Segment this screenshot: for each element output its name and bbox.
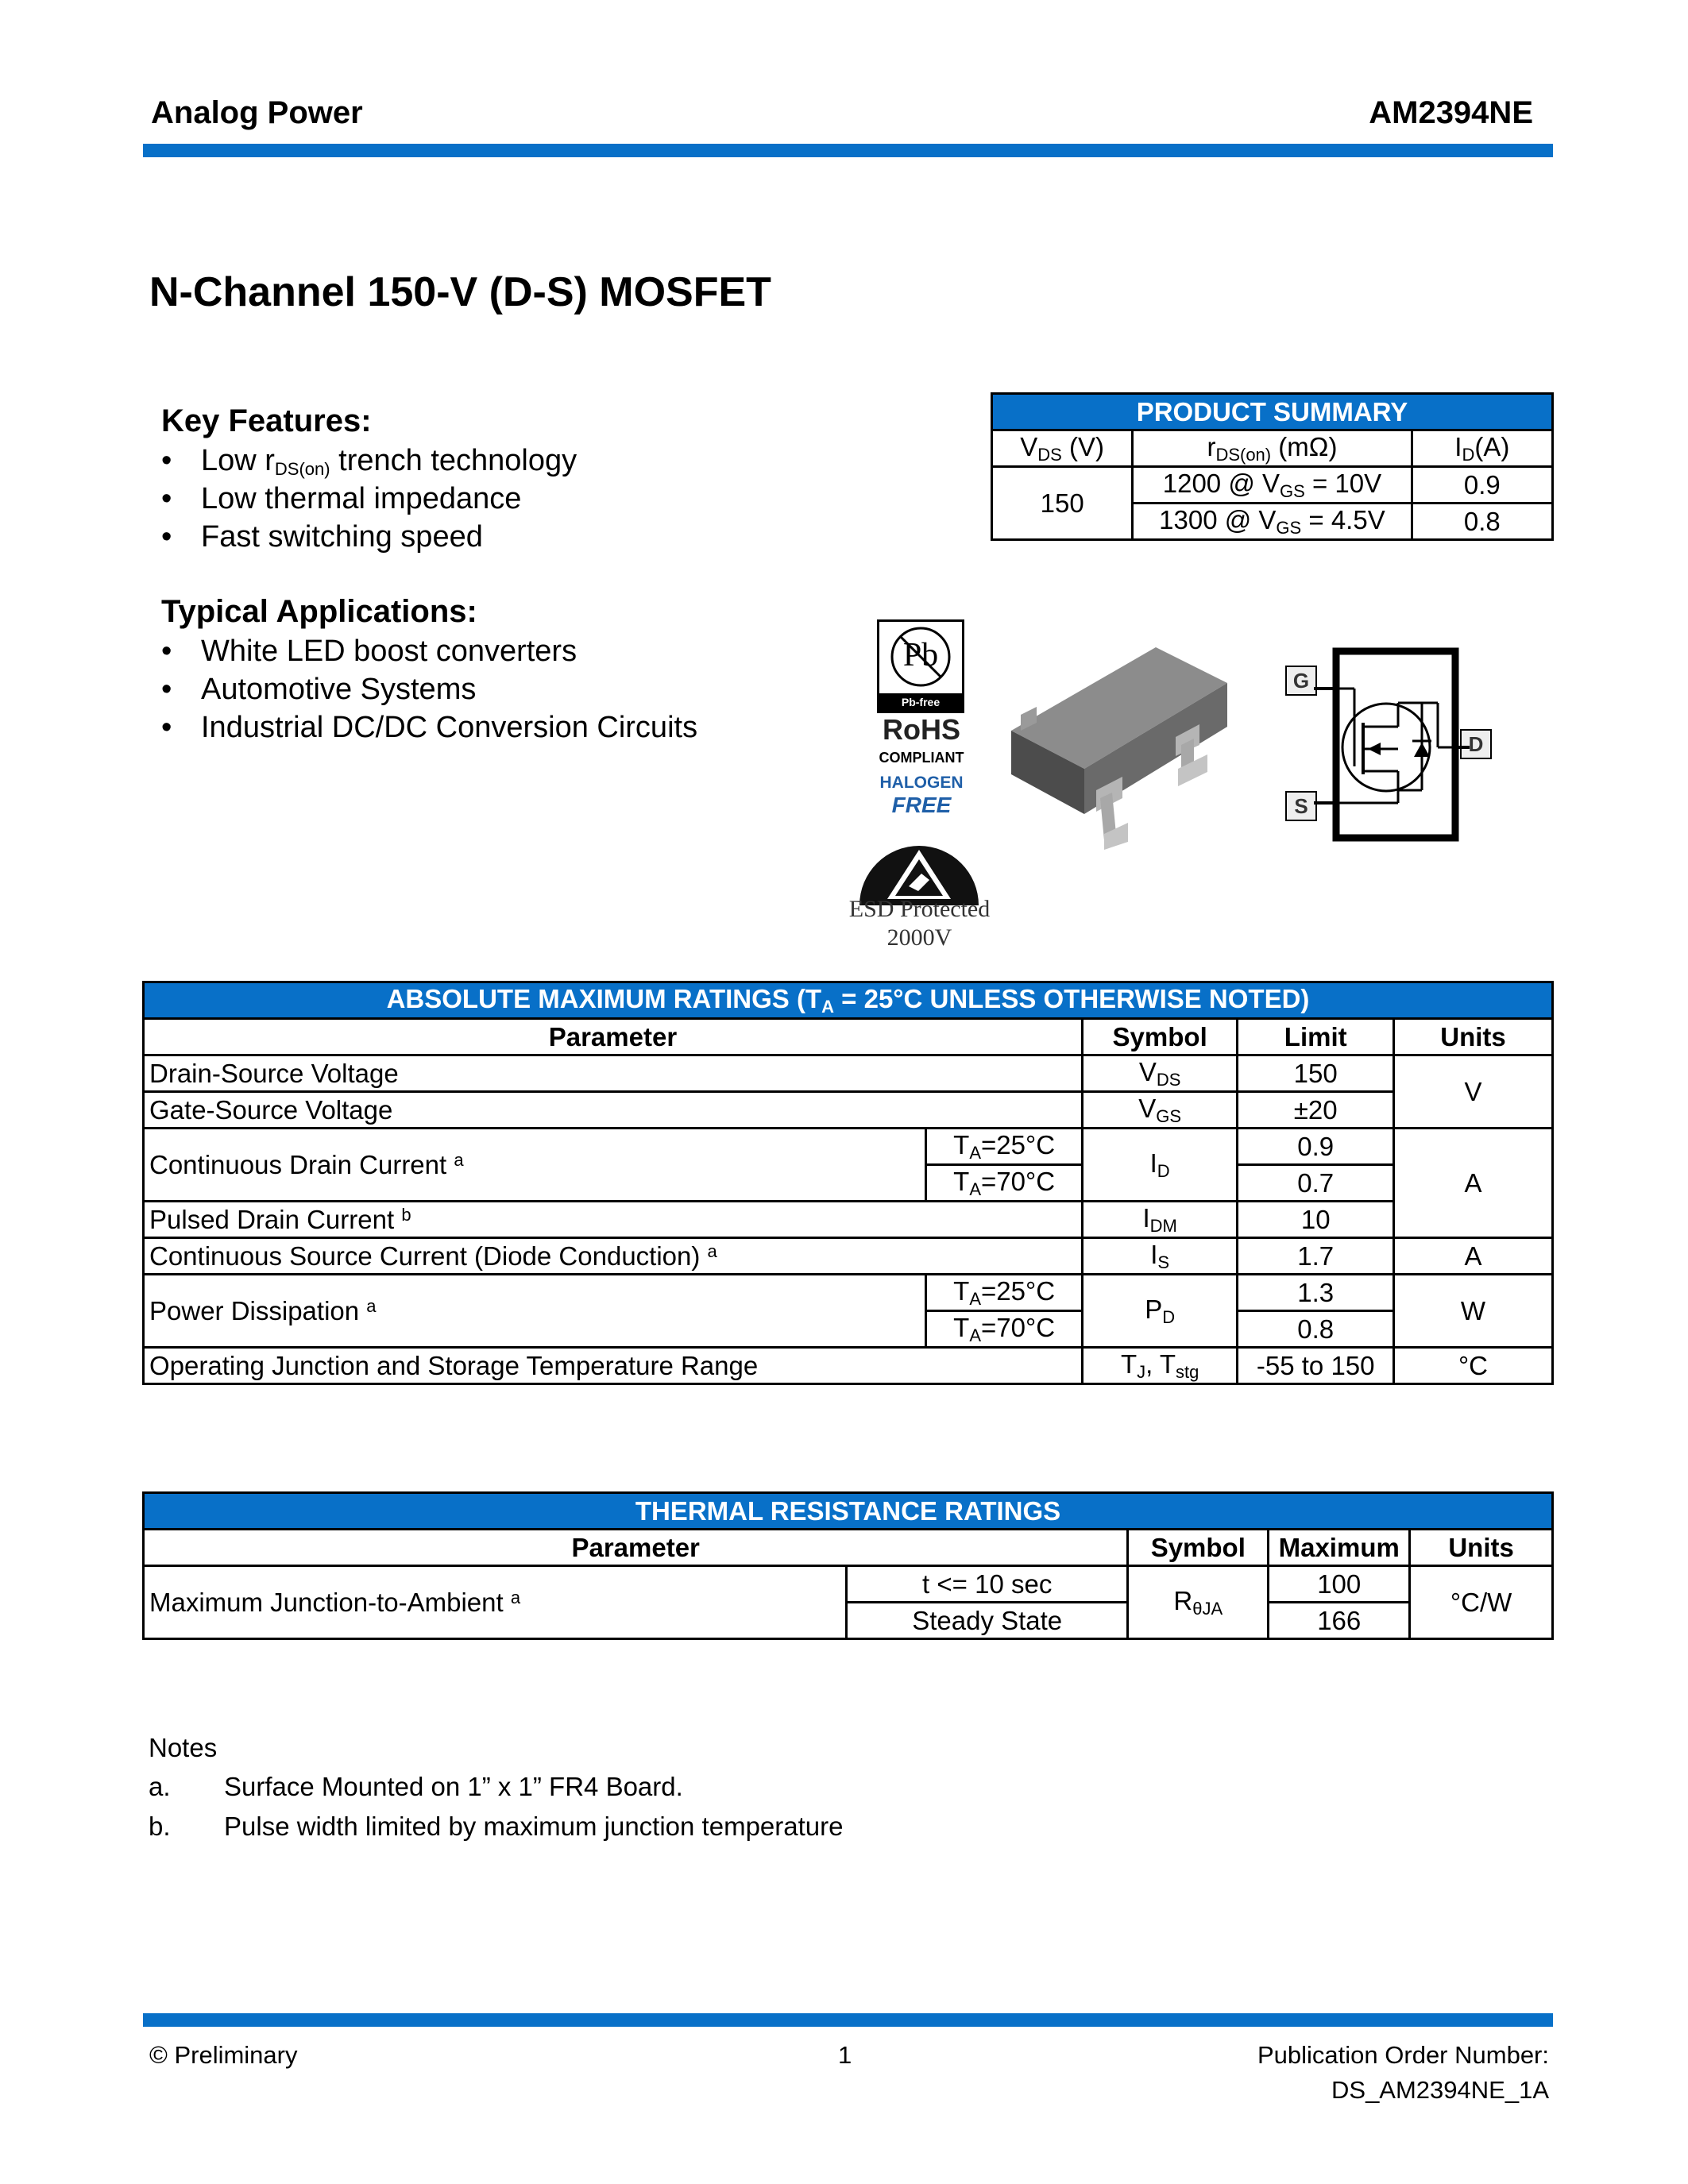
list-item: • White LED boost converters xyxy=(161,632,697,670)
notes-heading: Notes xyxy=(149,1733,218,1762)
header-rule xyxy=(143,144,1553,157)
pin-g-label: G xyxy=(1285,666,1317,696)
mosfet-schematic-icon xyxy=(1311,647,1470,842)
column-header-parameter: Parameter xyxy=(144,1019,1083,1055)
pin-d-label: D xyxy=(1460,729,1492,759)
pb-free-label: Pb-free xyxy=(879,693,962,711)
table-row: Continuous Source Current (Diode Conduction) $^a$ $I_S$ 1.7 A xyxy=(144,1238,1553,1275)
table-row: $T_A=70^\circ C$ 0.7 xyxy=(144,1165,1553,1202)
product-summary-table xyxy=(991,392,1554,541)
note-label: a. xyxy=(149,1772,171,1801)
column-header-units: Units xyxy=(1394,1019,1553,1055)
page-number: 1 xyxy=(838,2041,852,2069)
table-row: Operating Junction and Storage Temperature Range $T_J$, $T_{stg}$ -55 to 150 °C xyxy=(144,1348,1553,1384)
footer-preliminary: © Preliminary xyxy=(149,2041,298,2069)
table-row xyxy=(992,430,1553,467)
typical-applications-heading: Typical Applications: xyxy=(161,594,477,629)
typical-applications-list xyxy=(161,632,697,747)
column-header-limit: Limit xyxy=(1238,1019,1394,1055)
table-header-row xyxy=(144,1530,1553,1566)
table-row xyxy=(992,467,1553,504)
table-row: Power Dissipation $^a$ $T_A=25^\circ C$ $P_D$ 1.3 W xyxy=(144,1275,1553,1311)
column-header-vds: $V_{DS}$ (V) xyxy=(992,430,1133,467)
table-title: PRODUCT SUMMARY xyxy=(992,394,1553,430)
list-item: • Low $r_{DS(on)}$ trench technology xyxy=(161,442,577,480)
column-header-symbol: Symbol xyxy=(1128,1530,1269,1566)
list-item: • Fast switching speed xyxy=(161,518,577,556)
id-value: 0.8 xyxy=(1412,504,1552,540)
table-row: Pulsed Drain Current $^b$ $I_{DM}$ 10 xyxy=(144,1202,1553,1238)
list-item: • Low thermal impedance xyxy=(161,480,577,518)
table-row: Maximum Junction-to-Ambient $^a$ t <= 10 sec $R_{\theta JA}$ 100 °C/W xyxy=(144,1566,1553,1603)
halogen-label: HALOGEN xyxy=(879,774,964,792)
id-value: 0.9 xyxy=(1412,467,1552,504)
absolute-maximum-ratings-table xyxy=(142,981,1554,1385)
note-text: Pulse width limited by maximum junction temperature xyxy=(224,1812,844,1841)
column-header-id: $I_D(A)$ xyxy=(1412,430,1552,467)
list-item: • Automotive Systems xyxy=(161,670,697,708)
key-features-heading: Key Features: xyxy=(161,403,372,438)
list-item: • Industrial DC/DC Conversion Circuits xyxy=(161,708,697,747)
part-number: AM2394NE xyxy=(1369,95,1533,130)
publication-number: DS_AM2394NE_1A xyxy=(1331,2076,1549,2104)
column-header-symbol: Symbol xyxy=(1082,1019,1238,1055)
table-row: $T_A=70^\circ C$ 0.8 xyxy=(144,1311,1553,1348)
rohs-compliant: COMPLIANT xyxy=(879,750,964,766)
publication-label: Publication Order Number: xyxy=(1257,2041,1549,2069)
key-features-list xyxy=(161,442,577,556)
note-label: b. xyxy=(149,1812,171,1841)
esd-label: ESD Protected xyxy=(848,896,991,922)
pb-symbol: Pb xyxy=(902,637,939,673)
table-row: Drain-Source Voltage $V_{DS}$ 150 V xyxy=(144,1055,1553,1092)
company-name: Analog Power xyxy=(151,95,363,130)
column-header-units: Units xyxy=(1410,1530,1553,1566)
sot23-package-image xyxy=(997,635,1235,850)
thermal-resistance-table xyxy=(142,1491,1554,1640)
table-row: Continuous Drain Current $^a$ $T_A=25^\circ C$ $I_D$ 0.9 A xyxy=(144,1129,1553,1165)
table-row: Steady State 166 xyxy=(144,1603,1553,1639)
table-row: Gate-Source Voltage $V_{GS}$ ±20 xyxy=(144,1092,1553,1129)
table-title: THERMAL RESISTANCE RATINGS xyxy=(144,1493,1553,1530)
pin-s-label: S xyxy=(1285,791,1317,821)
table-header-row xyxy=(144,1019,1553,1055)
rds-value: 1200 @ $V_{GS} = 10V$ xyxy=(1133,467,1412,504)
rohs-label: RoHS xyxy=(883,713,960,746)
halogen-free-label: FREE xyxy=(891,793,952,817)
page-title: N-Channel 150-V (D-S) MOSFET xyxy=(149,269,771,315)
vds-value: 150 xyxy=(992,467,1133,540)
note-text: Surface Mounted on 1” x 1” FR4 Board. xyxy=(224,1772,683,1801)
footer-rule xyxy=(143,2013,1553,2027)
rds-value: 1300 @ $V_{GS} = 4.5V$ xyxy=(1133,504,1412,540)
column-header-maximum: Maximum xyxy=(1269,1530,1410,1566)
table-title: ABSOLUTE MAXIMUM RATINGS ($T_A = 25^\circ C$ UNLESS OTHERWISE NOTED) xyxy=(144,982,1553,1019)
pb-free-badge xyxy=(877,619,964,713)
column-header-rds: $r_{DS(on)}$ (mΩ) xyxy=(1133,430,1412,467)
esd-voltage: 2000V xyxy=(886,924,952,951)
column-header-parameter: Parameter xyxy=(144,1530,1128,1566)
